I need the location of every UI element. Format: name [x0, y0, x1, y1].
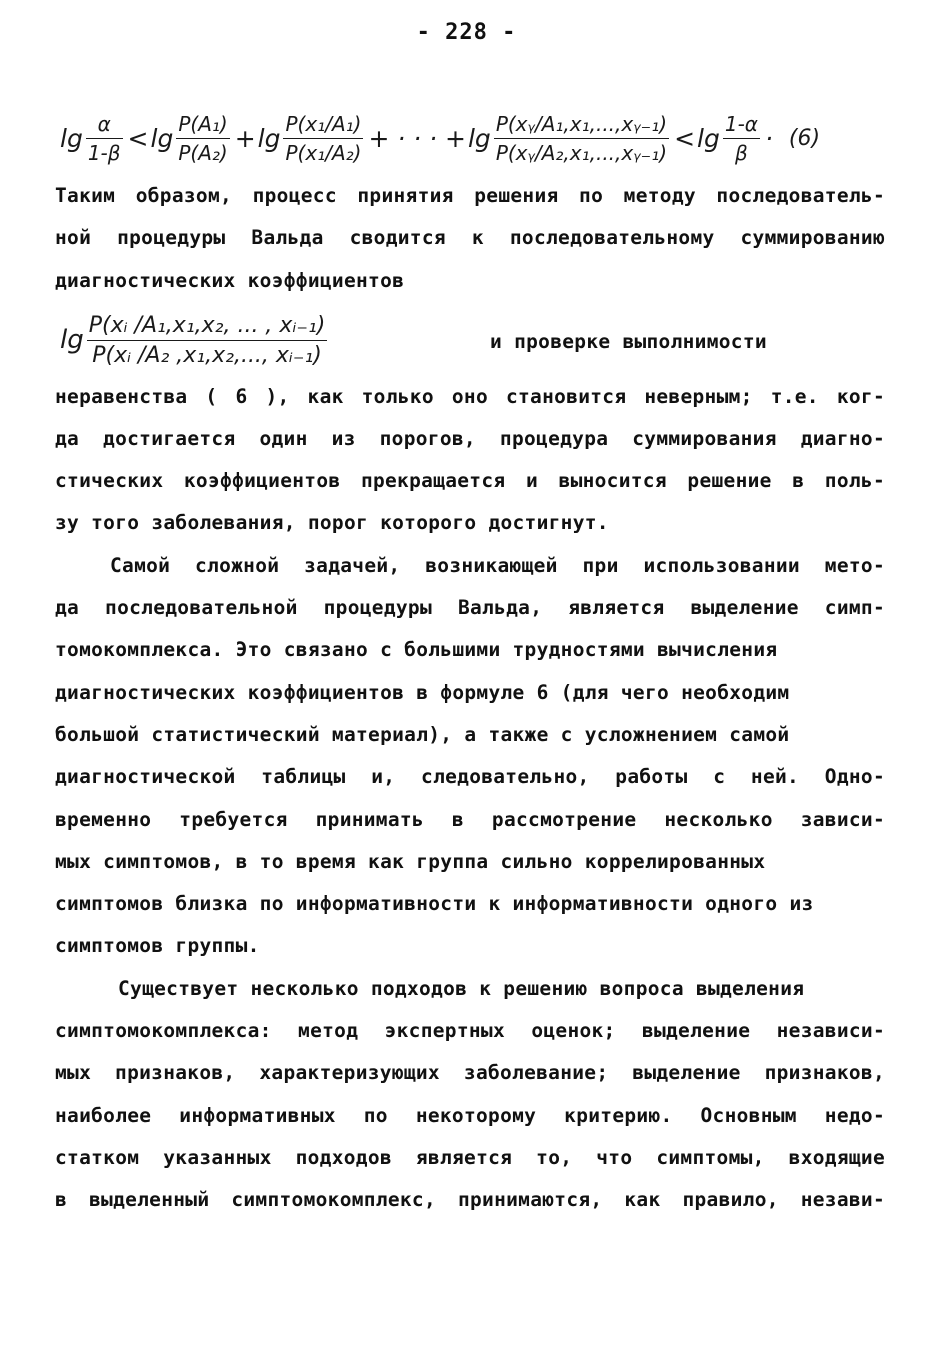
fraction-numerator: α [97, 111, 111, 136]
text-line: Таким образом, процесс принятия решения по методу последователь- [55, 184, 885, 207]
text-line: симптомов близка по информативности к информативности одного из [55, 892, 814, 915]
fraction-alpha-beta [86, 112, 123, 165]
text-line: да достигается один из порогов, процедура суммирования диагно- [55, 427, 885, 450]
text-line: большой статистический материал), а также с усложнением самой [55, 723, 790, 746]
text-line: симптомокомплекса: метод экспертных оценок; выделение независи- [55, 1019, 885, 1042]
text-line: стических коэффициентов прекращается и выносится решение в поль- [55, 469, 885, 492]
fraction-diagnostic-coefficient [87, 313, 328, 368]
text-after-formula: и проверке выполнимости [490, 330, 767, 353]
text-line: ной процедуры Вальда сводится к последовательному суммированию [55, 226, 885, 249]
less-than-sign: < [674, 123, 696, 153]
fraction-denominator: β [735, 140, 748, 165]
text-line: зу того заболевания, порог которого достигнут. [55, 511, 609, 534]
fraction-denominator: P(A₂) [178, 140, 228, 165]
equation-number: (6) [788, 125, 821, 151]
text-line: диагностических коэффициентов [55, 269, 405, 292]
lg-term: lg [467, 123, 491, 153]
formula-dot: · [764, 123, 773, 153]
fraction-numerator: P(x₁/A₁) [285, 111, 362, 136]
text-line: в выделенный симптомокомплекс, принимаются, как правило, незави- [55, 1188, 885, 1211]
fraction-numerator: P(A₁) [178, 111, 228, 136]
fraction-denominator: P(xᵢ /A₂ ,x₁,x₂,..., xᵢ₋₁) [92, 342, 322, 368]
fraction-denominator: P(xᵧ/A₂,x₁,...,xᵧ₋₁) [495, 140, 668, 165]
text-line: симптомов группы. [55, 934, 260, 957]
text-line: неравенства ( 6 ), как только оно становится неверным; т.е. ког- [55, 385, 885, 408]
text-line: наиболее информативных по некоторому критерию. Основным недо- [55, 1104, 885, 1127]
text-line: да последовательной процедуры Вальда, является выделение симп- [55, 596, 885, 619]
fraction-numerator: P(xᵧ/A₁,x₁,...,xᵧ₋₁) [495, 111, 668, 136]
formula-6 [60, 98, 900, 178]
plus-sign: + [234, 123, 256, 153]
lg-term: lg [697, 123, 720, 153]
text-line: мых признаков, характеризующих заболевание; выделение признаков, [55, 1061, 885, 1084]
text-line: Самой сложной задачей, возникающей при использовании мето- [110, 554, 885, 577]
ellipsis-sum: + · · · + [368, 123, 466, 153]
text-line: статком указанных подходов является то, что симптомы, входящие [55, 1146, 885, 1169]
text-line: мых симптомов, в то время как группа сильно коррелированных [55, 850, 766, 873]
fraction-numerator: 1-α [724, 111, 758, 136]
page-number: - 228 - [416, 20, 517, 45]
fraction-numerator: P(xᵢ /A₁,x₁,x₂, ... , xᵢ₋₁) [88, 312, 326, 338]
text-line: диагностических коэффициентов в формуле 6 (для чего необходим [55, 681, 790, 704]
text-line: диагностической таблицы и, следовательно, работы с ней. Одно- [55, 765, 885, 788]
lg-term: lg [257, 123, 281, 153]
less-than-sign: < [127, 123, 149, 153]
fraction-x1-ratio [283, 112, 363, 165]
text-line: томокомплекса. Это связано с большими трудностями вычисления [55, 638, 778, 661]
text-line: Существует несколько подходов к решению вопроса выделения [118, 977, 805, 1000]
fraction-prior-ratio [176, 112, 229, 165]
fraction-denominator: P(x₁/A₂) [285, 140, 362, 165]
fraction-upper-threshold [723, 112, 760, 165]
lg-term: lg [150, 123, 174, 153]
fraction-denominator: 1-β [87, 140, 121, 165]
text-line: временно требуется принимать в рассмотрение несколько зависи- [55, 808, 885, 831]
fraction-xy-ratio [494, 112, 669, 165]
lg-term: lg [60, 325, 84, 355]
diagnostic-coefficient-formula [60, 300, 330, 380]
lg-term: lg [60, 123, 83, 153]
